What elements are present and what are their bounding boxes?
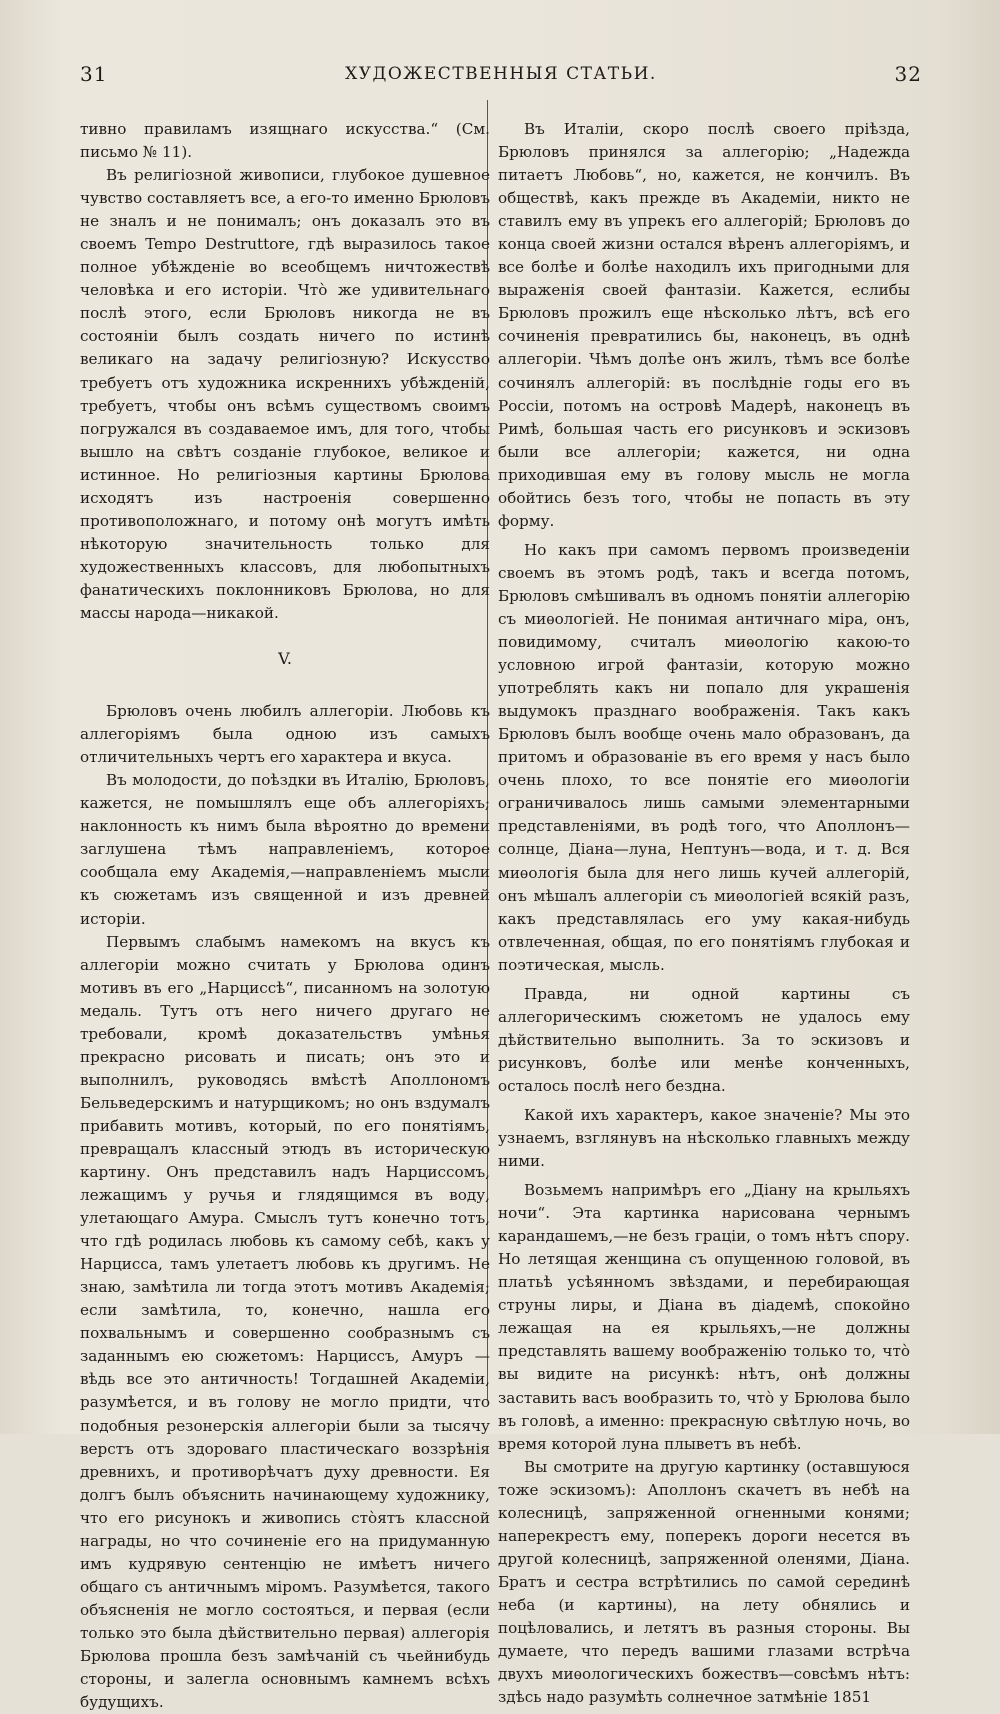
section-heading: V. [278, 649, 292, 669]
paragraph: тивно правиламъ изящнаго искусства.“ (См. письмо № 11). [80, 120, 490, 162]
paragraph: Въ религіозной живописи, глубокое душевное чувство составляетъ все, а его-то именно Брюловъ не зналъ и не понималъ; онъ доказалъ это въ своемъ Tempo Destruttore, гдѣ выразилось такое полное убѣжденіе во всеобщемъ ничтожествѣ человѣка и его исторіи. Чтò же удивительнаго послѣ этого, если Брюловъ никогда не въ состояніи былъ создать ничего по истинѣ великаго на задачу религіозную? Искусство требуетъ отъ художника искреннихъ убѣжденій, требуетъ, чтобы онъ всѣмъ существомъ своимъ погружался въ создаваемое имъ, для того, чтобы вышло на свѣтъ созданіе глубокое, великое и истинное. Но религіозныя картины Брюлова исходятъ изъ настроенія совершенно противоположнаго, и потому онѣ могутъ имѣть нѣкоторую значительность только для художественныхъ классовъ, для любопытныхъ фанатическихъ поклонниковъ Брюлова, но для массы народа—никакой. [80, 166, 490, 622]
paragraph: Правда, ни одной картины съ аллегорическимъ сюжетомъ не удалось ему дѣйствительно выполнить. За то эскизовъ и рисунковъ, болѣе или менѣе конченныхъ, осталось послѣ него бездна. [498, 984, 910, 1095]
running-title: ХУДОЖЕСТВЕННЫЯ СТАТЬИ. [345, 64, 657, 84]
paragraph: Первымъ слабымъ намекомъ на вкусъ къ аллегоріи можно считать у Брюлова одинъ мотивъ въ его „Нарциссѣ“, писанномъ на золотую медаль. Тутъ отъ него ничего другаго не требовали, кромѣ доказательствъ умѣнья прекрасно рисовать и писать; онъ это и выполнилъ, руководясь вмѣстѣ Аполлономъ Бельведерскимъ и натурщикомъ; но онъ вздумалъ прибавить мотивъ, который, по его понятіямъ, превращалъ классный этюдъ въ историческую картину. Онъ представилъ надъ Нарциссомъ, лежащимъ у ручья и глядящимся въ воду, улетающаго Амура. Смыслъ тутъ конечно тотъ, что гдѣ родилась любовь къ самому себѣ, какъ у Нарцисса, тамъ улетаетъ любовь къ другимъ. Не знаю, замѣтила ли тогда этотъ мотивъ Академія; если замѣтила, то, конечно, нашла его похвальнымъ и совершенно сообразнымъ съ заданнымъ ею сюжетомъ: Нарциссъ, Амуръ — вѣдь все это античность! Тогдашней Академіи, разумѣется, и въ голову не могло придти, что подобныя резонерскія аллегоріи были за тысячу верстъ отъ здороваго пластическаго воззрѣнія древнихъ, и противорѣчатъ духу древности. Ея долгъ былъ объяснить начинающему художнику, что его рисунокъ и живопись стòятъ классной награды, но что сочиненіе его на придуманную имъ кудрявую сентенцію не имѣетъ ничего общаго съ античнымъ міромъ. Разумѣется, такого объясненія не могло состояться, и первая (если только это была дѣйствительно первая) аллегорія Брюлова прошла безъ замѣчаній съ чьейнибудь стороны, и залегла основнымъ камнемъ всѣхъ будущихъ. [80, 932, 490, 1712]
paragraph: Въ Италіи, скоро послѣ своего пріѣзда, Брюловъ принялся за аллегорію; „Надежда питаетъ Любовь“, но, кажется, не кончилъ. Въ обществѣ, какъ прежде въ Академіи, никто не ставилъ ему въ упрекъ его аллегорій; Брюловъ до конца своей жизни остался вѣренъ аллегоріямъ, и все болѣе и болѣе находилъ ихъ пригодными для выраженія своей фантазіи. Кажется, еслибы Брюловъ прожилъ еще нѣсколько лѣтъ, всѣ его сочиненія превратились бы, наконецъ, въ однѣ аллегоріи. Чѣмъ долѣе онъ жилъ, тѣмъ все болѣе сочинялъ аллегорій: въ послѣдніе годы его въ Россіи, потомъ на островѣ Мадерѣ, наконецъ въ Римѣ, большая часть его рисунковъ и эскизовъ были все аллегоріи; кажется, ни одна приходившая ему въ голову мысль не могла обойтись безъ того, чтобы не попасть въ эту форму. [498, 120, 910, 530]
paragraph: Въ молодости, до поѣздки въ Италію, Брюловъ, кажется, не помышлялъ еще объ аллегоріяхъ; наклонность къ нимъ была вѣроятно до времени заглушена тѣмъ направленіемъ, которое сообщала ему Академія,—направленіемъ мысли къ сюжетамъ изъ священной и изъ древней исторіи. [80, 771, 490, 928]
left-column [80, 118, 490, 1714]
page-header [80, 62, 922, 88]
paragraph: Но какъ при самомъ первомъ произведеніи своемъ въ этомъ родѣ, такъ и всегда потомъ, Брюловъ смѣшивалъ въ одномъ понятіи аллегорію съ миѳологіей. Не понимая античнаго міра, онъ, повидимому, считалъ миѳологію какою-то условною игрой фантазіи, которую можно употреблять какъ ни попало для украшенія выдумокъ празднаго воображенія. Такъ какъ Брюловъ былъ вообще очень мало образованъ, да притомъ и образованіе въ его время у насъ было очень плохо, то все понятіе его миѳологіи ограничивалось лишь самыми элементарными представленіями, въ родѣ того, что Аполлонъ—солнце, Діана—луна, Нептунъ—вода, и т. д. Вся миѳологія была для него лишь кучей аллегорій, онъ мѣшалъ аллегоріи съ миѳологіей всякій разъ, какъ представлялась его уму какая-нибудь отвлеченная, общая, по его понятіямъ глубокая и поэтическая, мысль. [498, 540, 910, 974]
page-number-right: 32 [894, 62, 922, 86]
paragraph: Брюловъ очень любилъ аллегоріи. Любовь къ аллегоріямъ была одною изъ самыхъ отличительныхъ чертъ его характера и вкуса. [80, 702, 490, 767]
paragraph: Возьмемъ напримѣръ его „Діану на крыльяхъ ночи“. Эта картинка нарисована чернымъ карандашемъ,—не безъ граціи, о томъ нѣтъ спору. Но летящая женщина съ опущенною головой, въ платьѣ усѣянномъ звѣздами, и перебирающая струны лиры, и Діана въ діадемѣ, спокойно лежащая на ея крыльяхъ,—не должны представлять вашему воображенію только то, чтò вы видите на рисункѣ: нѣтъ, онѣ должны заставить васъ вообразить то, чтò у Брюлова было въ головѣ, а именно: прекрасную свѣтлую ночь, во время которой луна плыветъ въ небѣ. [498, 1181, 910, 1453]
paragraph: Какой ихъ характеръ, какое значеніе? Мы это узнаемъ, взглянувъ на нѣсколько главныхъ между ними. [498, 1105, 910, 1171]
right-column [498, 118, 910, 1709]
paragraph: Вы смотрите на другую картинку (оставшуюся тоже эскизомъ): Аполлонъ скачетъ въ небѣ на колесницѣ, запряженной огненными конями; наперекрестъ ему, поперекъ дороги несется въ другой колесницѣ, запряженной оленями, Діана. Братъ и сестра встрѣтились по самой серединѣ неба (и картины), на лету обнялись и поцѣловались, и летятъ въ разныя стороны. Вы думаете, что передъ вашими глазами встрѣча двухъ миѳологическихъ божествъ—совсѣмъ нѣтъ: здѣсь надо разумѣть солнечное затмѣніе 1851 [498, 1457, 910, 1707]
page-number-left: 31 [80, 62, 108, 86]
